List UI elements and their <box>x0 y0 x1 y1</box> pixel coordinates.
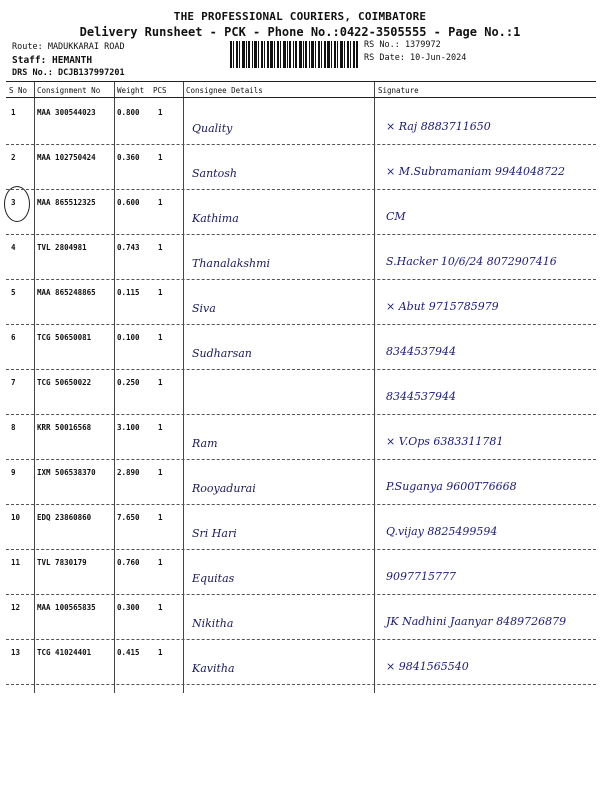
drs-number: DRS No.: DCJB137997201 <box>12 68 125 78</box>
row-divider <box>6 684 596 685</box>
row-signature: 9097715777 <box>386 570 456 583</box>
row-pcs: 1 <box>158 153 163 162</box>
row-divider <box>6 144 596 145</box>
row-pcs: 1 <box>158 648 163 657</box>
row-sno: 13 <box>11 648 21 657</box>
row-pcs: 1 <box>158 603 163 612</box>
row-sno: 2 <box>11 153 16 162</box>
row-signature: JK Nadhini Jaanyar 8489726879 <box>386 615 567 628</box>
runsheet-title: Delivery Runsheet - PCK - Phone No.:0422-3505555 - Page No.:1 <box>79 25 521 39</box>
row-divider <box>6 189 596 190</box>
row-consignee: Kavitha <box>192 662 235 675</box>
row-consignment-no: TCG 50650081 <box>37 333 92 342</box>
column-divider <box>374 82 375 693</box>
col-header-consignment: Consignment No <box>37 86 101 95</box>
row-sno: 5 <box>11 288 16 297</box>
row-sno: 7 <box>11 378 16 387</box>
col-header-weight: Weight <box>117 86 145 95</box>
row-consignee: Ram <box>192 437 218 450</box>
row-weight: 0.300 <box>117 603 140 612</box>
row-consignment-no: MAA 300544023 <box>37 108 96 117</box>
row-consignment-no: MAA 100565835 <box>37 603 96 612</box>
row-consignee: Sri Hari <box>192 527 237 540</box>
row-signature: 8344537944 <box>386 345 456 358</box>
column-divider <box>34 82 35 693</box>
row-consignment-no: IXM 506538370 <box>37 468 96 477</box>
row-pcs: 1 <box>158 468 163 477</box>
row-pcs: 1 <box>158 378 163 387</box>
row-sno: 4 <box>11 243 16 252</box>
row-consignee: Equitas <box>192 572 235 585</box>
row-weight: 0.250 <box>117 378 140 387</box>
row-consignee: Siva <box>192 302 216 315</box>
circle-annotation <box>4 186 30 222</box>
row-divider <box>6 639 596 640</box>
row-weight: 0.115 <box>117 288 140 297</box>
row-consignment-no: EDQ 23860860 <box>37 513 92 522</box>
barcode-icon <box>230 41 358 68</box>
row-sno: 9 <box>11 468 16 477</box>
row-consignee: Sudharsan <box>192 347 252 360</box>
row-divider <box>6 324 596 325</box>
column-divider <box>183 82 184 693</box>
staff-label: Staff: HEMANTH <box>12 55 93 66</box>
col-header-pcs: PCS <box>153 86 167 95</box>
row-signature: × Abut 9715785979 <box>386 300 499 313</box>
row-pcs: 1 <box>158 198 163 207</box>
row-signature: × M.Subramaniam 9944048722 <box>386 165 566 178</box>
row-sno: 11 <box>11 558 21 567</box>
col-header-consignee: Consignee Details <box>186 86 263 95</box>
row-signature: P.Suganya 9600T76668 <box>386 480 517 493</box>
row-signature: Q.vijay 8825499594 <box>386 525 498 538</box>
row-consignment-no: TCG 41024401 <box>37 648 92 657</box>
row-consignment-no: MAA 865248865 <box>37 288 96 297</box>
row-sno: 1 <box>11 108 16 117</box>
col-header-signature: Signature <box>378 86 419 95</box>
route-label: Route: MADUKKARAI ROAD <box>12 42 125 52</box>
row-weight: 3.100 <box>117 423 140 432</box>
row-consignee: Santosh <box>192 167 237 180</box>
row-consignee: Kathima <box>192 212 239 225</box>
row-pcs: 1 <box>158 243 163 252</box>
row-divider <box>6 549 596 550</box>
row-sno: 6 <box>11 333 16 342</box>
row-consignment-no: TCG 50650022 <box>37 378 92 387</box>
row-weight: 0.100 <box>117 333 140 342</box>
row-weight: 0.743 <box>117 243 140 252</box>
row-signature: × 9841565540 <box>386 660 469 673</box>
row-divider <box>6 369 596 370</box>
row-divider <box>6 459 596 460</box>
row-pcs: 1 <box>158 423 163 432</box>
row-sno: 3 <box>11 198 16 207</box>
row-signature: × Raj 8883711650 <box>386 120 491 133</box>
row-consignee: Rooyadurai <box>192 482 256 495</box>
row-divider <box>6 414 596 415</box>
row-pcs: 1 <box>158 333 163 342</box>
row-weight: 2.890 <box>117 468 140 477</box>
row-consignee: Thanalakshmi <box>192 257 271 270</box>
row-consignment-no: MAA 865512325 <box>37 198 96 207</box>
row-weight: 7.650 <box>117 513 140 522</box>
row-consignment-no: KRR 50016568 <box>37 423 92 432</box>
row-consignment-no: MAA 102750424 <box>37 153 96 162</box>
row-divider <box>6 279 596 280</box>
row-sno: 10 <box>11 513 21 522</box>
row-weight: 0.600 <box>117 198 140 207</box>
row-consignee: Quality <box>192 122 233 135</box>
column-divider <box>114 82 115 693</box>
rs-date: RS Date: 10-Jun-2024 <box>364 53 467 63</box>
row-weight: 0.800 <box>117 108 140 117</box>
row-sno: 8 <box>11 423 16 432</box>
col-header-sno: S No <box>9 86 28 95</box>
row-pcs: 1 <box>158 108 163 117</box>
row-divider <box>6 504 596 505</box>
row-pcs: 1 <box>158 288 163 297</box>
row-consignment-no: TVL 7830179 <box>37 558 87 567</box>
row-signature: CM <box>386 210 406 223</box>
row-weight: 0.360 <box>117 153 140 162</box>
row-divider <box>6 234 596 235</box>
row-weight: 0.760 <box>117 558 140 567</box>
header-rule <box>6 97 596 98</box>
row-consignment-no: TVL 2804981 <box>37 243 87 252</box>
row-divider <box>6 594 596 595</box>
row-pcs: 1 <box>158 558 163 567</box>
row-pcs: 1 <box>158 513 163 522</box>
row-consignee: Nikitha <box>192 617 234 630</box>
row-weight: 0.415 <box>117 648 140 657</box>
rs-number: RS No.: 1379972 <box>364 40 441 50</box>
row-signature: S.Hacker 10/6/24 8072907416 <box>386 255 557 268</box>
table-top-rule <box>6 81 596 82</box>
row-signature: × V.Ops 6383311781 <box>386 435 504 448</box>
row-signature: 8344537944 <box>386 390 456 403</box>
row-sno: 12 <box>11 603 21 612</box>
company-name: THE PROFESSIONAL COURIERS, COIMBATORE <box>173 10 427 23</box>
